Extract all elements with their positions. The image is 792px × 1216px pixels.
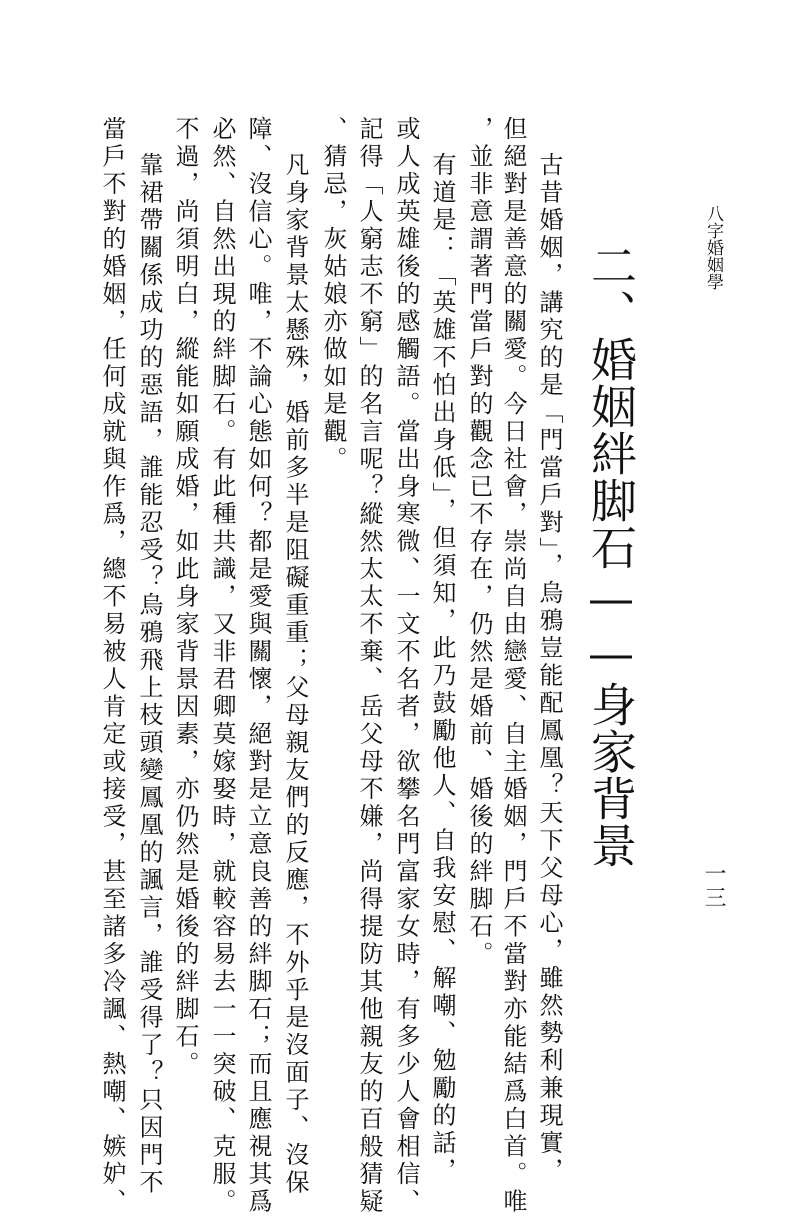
body-line-9: 障、沒信心。唯，不論心態如何？都是愛與關懷，絕對是立意良善的絆脚石；而且應視其爲: [244, 116, 272, 1216]
body-line-6: 記得「人窮志不窮」的名言呢？縱然太太不棄、岳父母不嫌，尚得提防其他親友的百般猜疑: [355, 116, 383, 1216]
body-line-10: 必然、自然出現的絆脚石。有此種共識，又非君卿莫嫁娶時，就較容易去一一突破、克服。: [208, 116, 236, 1216]
body-line-13: 當戶不對的婚姻，任何成就與作爲，總不易被人肯定或接受，甚至諸多冷諷、熱嘲、嫉妒、: [98, 116, 126, 1216]
page-number: 一三: [701, 862, 726, 910]
body-line-4: 有道是：「英雄不怕出身低」，但須知，此乃鼓勵他人、自我安慰、解嘲、勉勵的話，: [428, 152, 456, 1185]
body-line-8: 凡身家背景太懸殊，婚前多半是阻礙重重；父母親友們的反應，不外乎是沒面子、沒保: [281, 152, 309, 1197]
chapter-title: 二、婚姻絆脚石——身家背景: [584, 242, 638, 869]
body-line-1: 古昔婚姻，講究的是「門當戶對」，烏鴉豈能配鳳凰？天下父母心，雖然勢利兼現實，: [535, 152, 563, 1185]
body-line-11: 不過，尚須明白，縱能如願成婚，如此身家背景因素，亦仍然是婚後的絆脚石。: [171, 116, 199, 1079]
body-line-12: 靠裙帶關係成功的惡語，誰能忍受？烏鴉飛上枝頭變鳳凰的諷言，誰受得了？只因門不: [135, 152, 163, 1197]
body-line-2: 但絕對是善意的關愛。今日社會，崇尚自由戀愛、自主婚姻，門戶不當對亦能結爲白首。唯: [499, 116, 527, 1216]
body-line-7: 、猜忌，灰姑娘亦做如是觀。: [319, 116, 347, 474]
book-title-header: 八字婚姻學: [703, 205, 723, 290]
body-line-3: ，並非意謂著門當戶對的觀念已不存在，仍然是婚前、婚後的絆脚石。: [465, 116, 493, 969]
body-line-5: 或人成英雄後的感觸語。當出身寒微、一文不名者，欲攀名門富家女時，有多少人會相信、: [392, 116, 420, 1216]
